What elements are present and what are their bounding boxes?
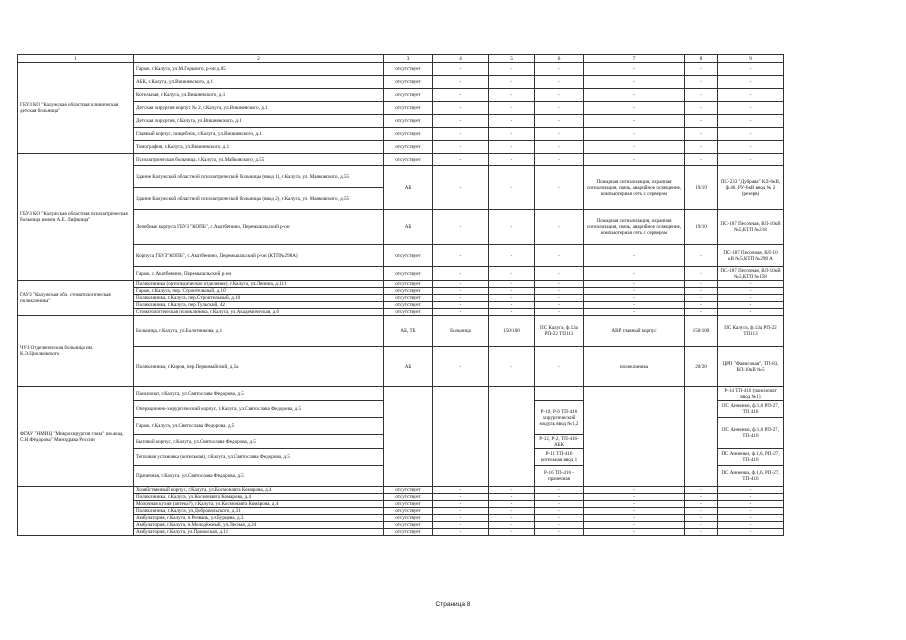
data-cell-col6: - (535, 102, 584, 115)
data-cell-col3: отсутствует (384, 154, 433, 166)
facility-cell: Молочная кухня (аптека?), г.Калуга, ул.Космонавта Комарова, д.4 (134, 501, 384, 508)
table-body (18, 55, 784, 536)
data-cell-col5: - (489, 302, 535, 309)
data-cell-col5: - (489, 115, 535, 128)
organization-cell: ФГАУ "НМИЦ "Микрохирургия глаза" им.акад. С.Н.Фёдорова" Минздрава России (18, 387, 134, 487)
data-cell-col5: - (489, 128, 535, 141)
data-cell-col3: отсутствует (384, 128, 433, 141)
data-cell-col9: - (718, 281, 784, 288)
data-cell-col9: ПС-187 Песочная, ВЛ-10кВ №5,КТП №218 (718, 210, 784, 245)
data-cell-col7: - (584, 63, 685, 76)
data-cell-col9: ПС Анненки, ф.1,6 РП-27, ТП-416 (718, 418, 784, 449)
data-cell-col7: - (584, 102, 685, 115)
data-cell-col6: - (535, 166, 584, 210)
data-cell-col5: - (489, 89, 535, 102)
data-cell-col7: - (584, 295, 685, 302)
organization-cell: ГБУЗ КО "Калужская областная психиатрическая больница имени А.Е. Лифшица" (18, 154, 134, 281)
document-table-wrapper (17, 54, 784, 536)
data-cell-col8: - (685, 115, 718, 128)
data-cell-col7: - (584, 501, 685, 508)
facility-cell: Корпуса ГБУЗ"КОПБ", с.Акатбенино, Перемышльский р-он (КТП№298А) (134, 245, 384, 267)
col-header-5: 5 (489, 55, 535, 63)
data-cell-col9: - (718, 508, 784, 515)
data-cell-col3: отсутствует (384, 522, 433, 529)
data-cell-col5: - (489, 154, 535, 166)
facility-cell: Операционно-хирургический корпус, г.Калуга, ул.Святослава Федорова, д.5 (134, 401, 384, 418)
organization-cell (18, 487, 134, 536)
data-cell-col6: - (535, 529, 584, 536)
data-cell-col9: Р-14 ТП-416 (пансионат ввод №1) (718, 387, 784, 401)
data-cell-col5: - (489, 102, 535, 115)
data-cell-col8: - (685, 501, 718, 508)
data-cell-col7: Пожарная сигнализация, охранная сигнализация, связь, аварийное освещение, компьютерная сеть с сервером (584, 166, 685, 210)
data-cell-col5: - (489, 347, 535, 387)
data-cell-col7: поликлиника (584, 347, 685, 387)
data-cell-col4: - (433, 347, 489, 387)
data-cell-col8: - (685, 508, 718, 515)
data-cell-col3: отсутствует (384, 515, 433, 522)
data-cell-col6: - (535, 115, 584, 128)
data-cell-col7: - (584, 89, 685, 102)
data-cell-col9: - (718, 309, 784, 316)
data-cell-col6: - (535, 63, 584, 76)
data-cell-col6: - (535, 128, 584, 141)
data-cell-col4: - (433, 76, 489, 89)
data-cell-col3: отсутствует (384, 494, 433, 501)
data-cell-col8: - (685, 281, 718, 288)
data-cell-col6: - (535, 494, 584, 501)
data-cell-col9: ПС Анненки, ф.1,6 РП-27, ТП 416 (718, 401, 784, 418)
facility-cell: Поликлиника (ортопедическое отделение), г.Калуга, ул.Ленина, д.111 (134, 281, 384, 288)
table-row (18, 154, 784, 166)
data-cell-col5: - (489, 309, 535, 316)
col-header-2: 2 (134, 55, 384, 63)
data-cell-col4: - (433, 141, 489, 154)
data-cell-col5: - (489, 494, 535, 501)
data-cell-col4: - (433, 245, 489, 267)
facility-cell: Поликлиника, г.Калуга, ул.Космонавта Комарова, д.4 (134, 494, 384, 501)
data-cell-col9: - (718, 295, 784, 302)
data-cell-col6 (535, 387, 584, 401)
data-cell-col9: - (718, 288, 784, 295)
data-cell-col4: - (433, 522, 489, 529)
data-cell-col4: - (433, 288, 489, 295)
data-cell-col4 (433, 387, 489, 487)
data-cell-col8: 19/10 (685, 210, 718, 245)
data-cell-col7: - (584, 281, 685, 288)
data-cell-col3: отсутствует (384, 508, 433, 515)
facility-cell: Амбулатория, г.Калуга, п.Резвань, ул.Бурцева, д.3 (134, 515, 384, 522)
data-cell-col6: - (535, 522, 584, 529)
data-cell-col9: - (718, 529, 784, 536)
data-cell-col5: - (489, 487, 535, 494)
col-header-7: 7 (584, 55, 685, 63)
table-row (18, 63, 784, 76)
column-number-row (18, 55, 784, 63)
data-cell-col4: - (433, 494, 489, 501)
col-header-9: 9 (718, 55, 784, 63)
table-row (18, 316, 784, 347)
data-cell-col7: - (584, 115, 685, 128)
data-cell-col8: - (685, 295, 718, 302)
data-cell-col6: Р-12, Р-2, ТП-416-АБК (535, 435, 584, 449)
data-cell-col6: - (535, 309, 584, 316)
data-cell-col9: ЦРП "Фаянсовая", ТП-83, ВЛ-10кВ №5 (718, 347, 784, 387)
data-cell-col8: - (685, 102, 718, 115)
data-cell-col8: - (685, 63, 718, 76)
data-cell-col4: - (433, 102, 489, 115)
data-cell-col3: отсутствует (384, 281, 433, 288)
data-cell-col3 (384, 387, 433, 487)
data-cell-col8: 20/20 (685, 347, 718, 387)
data-cell-col5: - (489, 245, 535, 267)
data-cell-col9: ПС Анненки, ф.1,6, РП-27, ТП-416 (718, 449, 784, 466)
facility-cell: Здание Калужской областной психиатрической больницы (ввод 2), г.Калуга, ул. Маяковского, д.55 (134, 188, 384, 210)
data-cell-col3: отсутствует (384, 76, 433, 89)
facility-cell: Бытовой корпус, г.Калуга, ул.Святослава Федорова, д.5 (134, 435, 384, 449)
data-cell-col8: 150/100 (685, 316, 718, 347)
data-cell-col8: - (685, 89, 718, 102)
data-cell-col9: ПС-187 Песочная, ВЛ-10 кВ №5,КТП №298 А (718, 245, 784, 267)
data-cell-col4: - (433, 487, 489, 494)
data-cell-col7: - (584, 154, 685, 166)
data-cell-col3: АБ (384, 166, 433, 210)
data-cell-col4: - (433, 309, 489, 316)
data-cell-col9: - (718, 501, 784, 508)
data-cell-col7: Пожарная сигнализация, охранная сигнализация, связь, аварийное освещение, компьютерная сеть с сервером (584, 210, 685, 245)
data-cell-col7: - (584, 529, 685, 536)
data-cell-col6: Р-10, Р-6 ТП-416 хирургический модуль ввод №1,2 (535, 401, 584, 435)
data-cell-col7: - (584, 267, 685, 281)
data-cell-col6: - (535, 288, 584, 295)
data-cell-col4: - (433, 115, 489, 128)
data-cell-col4: - (433, 508, 489, 515)
data-cell-col5: - (489, 501, 535, 508)
data-cell-col8: - (685, 487, 718, 494)
data-cell-col3: отсутствует (384, 102, 433, 115)
col-header-3: 3 (384, 55, 433, 63)
data-cell-col7: - (584, 508, 685, 515)
facility-cell: АБК, г.Калуга, ул.Вишневского, д.1 (134, 76, 384, 89)
facility-cell: Поликлиника, г.Калуга, пер.Тульский, 42 (134, 302, 384, 309)
data-cell-col7 (584, 387, 685, 487)
data-cell-col9: ПС Калуга, ф.13а РП-22 ТП113 (718, 316, 784, 347)
facility-cell: Прачечная, г.Калуга, ул.Святослава Федорова, д.5 (134, 466, 384, 487)
facility-cell: Амбулатория, г.Калуга, ул.Приокская, д.11 (134, 529, 384, 536)
data-cell-col6: - (535, 487, 584, 494)
facility-cell: Психиатрическая больница, г.Калуга, ул.Майковского, д.55 (134, 154, 384, 166)
data-cell-col4: - (433, 154, 489, 166)
col-header-8: 8 (685, 55, 718, 63)
data-cell-col6: - (535, 508, 584, 515)
data-cell-col8: - (685, 154, 718, 166)
data-cell-col7: - (584, 245, 685, 267)
facility-cell: Томографня, г.Калуга, ул.Вишневского, д.1 (134, 141, 384, 154)
data-cell-col7: - (584, 494, 685, 501)
data-cell-col9: - (718, 63, 784, 76)
data-cell-col8: 19/19 (685, 166, 718, 210)
data-cell-col4: - (433, 267, 489, 281)
data-cell-col8: - (685, 515, 718, 522)
data-cell-col3: АБ, ТБ (384, 316, 433, 347)
data-cell-col8: - (685, 76, 718, 89)
col-header-4: 4 (433, 55, 489, 63)
data-cell-col9: - (718, 115, 784, 128)
data-cell-col3: отсутствует (384, 267, 433, 281)
data-cell-col3: АБ (384, 347, 433, 387)
data-cell-col9: ПС-187 Песочная, ВЛ-10кВ №5,КТП №158 (718, 267, 784, 281)
facility-cell: Гараж, г.Калуга, пер. Строительный, д.10 (134, 288, 384, 295)
data-cell-col5: - (489, 141, 535, 154)
data-cell-col4: - (433, 295, 489, 302)
data-cell-col9: - (718, 302, 784, 309)
table-row (18, 387, 784, 401)
facility-cell: Поликлиника, г.Калуга, пер.Строительный, д.10 (134, 295, 384, 302)
data-cell-col8: - (685, 245, 718, 267)
data-cell-col4: - (433, 281, 489, 288)
data-cell-col4: - (433, 210, 489, 245)
data-cell-col6: - (535, 245, 584, 267)
facility-cell: Стоматологическая поликлиника, г.Калуга, ул.Академическая, д.6 (134, 309, 384, 316)
data-cell-col6: - (535, 141, 584, 154)
col-header-1: 1 (18, 55, 134, 63)
data-cell-col6: - (535, 281, 584, 288)
data-cell-col8: - (685, 141, 718, 154)
data-cell-col3: отсутствует (384, 302, 433, 309)
data-cell-col7: - (584, 288, 685, 295)
data-cell-col4: - (433, 166, 489, 210)
facility-cell: Тепловая установка (котельная), г.Калуга, ул.Святослава Федорова, д.5 (134, 449, 384, 466)
data-cell-col3: отсутствует (384, 141, 433, 154)
data-cell-col3: отсутствует (384, 529, 433, 536)
facility-cell: Больница, г.Калуга, ул.Болотникова, д.1 (134, 316, 384, 347)
organization-cell: ЧУЗ Отделенческая больница им. К.Э.Циолковского (18, 316, 134, 387)
data-cell-col9: - (718, 89, 784, 102)
facility-cell: Котельная, г.Калуга, ул.Вишневского, д.1 (134, 89, 384, 102)
data-cell-col5: - (489, 76, 535, 89)
data-cell-col5: - (489, 281, 535, 288)
data-cell-col5: - (489, 166, 535, 210)
data-cell-col3: отсутствует (384, 501, 433, 508)
data-cell-col9: - (718, 522, 784, 529)
data-cell-col5 (489, 387, 535, 487)
data-cell-col6: - (535, 302, 584, 309)
facility-cell: Главный корпус, пищеблок, г.Калуга, ул.Вишневского, д.1 (134, 128, 384, 141)
data-cell-col3: отсутствует (384, 288, 433, 295)
facility-cell: Детская хирургия корпус № 2, г.Калуга, ул.Вишневского, д.1 (134, 102, 384, 115)
facility-cell: Хозяйственный корпус, г.Калуга, ул.Космонавта Комарова, д.4 (134, 487, 384, 494)
data-cell-col8: - (685, 267, 718, 281)
data-cell-col5: - (489, 210, 535, 245)
data-cell-col8 (685, 387, 718, 487)
facility-cell: Поликлиника, г.Киров, пер.Первомайский, д.5а (134, 347, 384, 387)
data-cell-col9: - (718, 487, 784, 494)
data-cell-col6: - (535, 347, 584, 387)
data-cell-col9: - (718, 141, 784, 154)
data-cell-col3: отсутствует (384, 487, 433, 494)
data-cell-col9: - (718, 128, 784, 141)
facility-cell: Гараж, с.Акатбенино, Перемышльский р-он (134, 267, 384, 281)
data-cell-col3: отсутствует (384, 63, 433, 76)
data-cell-col6: - (535, 295, 584, 302)
data-cell-col4: - (433, 128, 489, 141)
data-cell-col5: - (489, 267, 535, 281)
data-cell-col8: - (685, 288, 718, 295)
data-cell-col7: - (584, 522, 685, 529)
data-cell-col9: ПС Анненки, ф.1,6, РП-27, ТП-416 (718, 466, 784, 487)
facility-cell: Лечебные корпуса ГБУЗ "КОПБ", с.Акатбенино, Перемышльский р-он (134, 210, 384, 245)
data-cell-col9: - (718, 494, 784, 501)
data-cell-col3: отсутствует (384, 309, 433, 316)
data-cell-col6: - (535, 89, 584, 102)
data-cell-col8: - (685, 309, 718, 316)
data-cell-col5: - (489, 529, 535, 536)
data-cell-col4: Больница (433, 316, 489, 347)
data-cell-col3: отсутствует (384, 295, 433, 302)
data-cell-col5: - (489, 515, 535, 522)
data-cell-col6: Р-16 ТП-416 - прачечная (535, 466, 584, 487)
data-cell-col6: - (535, 210, 584, 245)
facility-cell: Пансионат, г.Калуга, ул.Святослава Федорова, д.5 (134, 387, 384, 401)
data-cell-col9: - (718, 154, 784, 166)
facility-cell: Детская хирургия, г.Калуга, ул.Вишневского, д.1 (134, 115, 384, 128)
data-cell-col7: - (584, 487, 685, 494)
facility-cell: Амбулатория, г.Калуга, п.Молодёжный, ул.Лесная, д.24 (134, 522, 384, 529)
data-cell-col7: - (584, 76, 685, 89)
data-cell-col6: - (535, 76, 584, 89)
data-cell-col4: - (433, 89, 489, 102)
data-cell-col5: - (489, 295, 535, 302)
data-cell-col4: - (433, 63, 489, 76)
organization-cell: ГБУЗ КО "Калужская областная клиническая детская больница" (18, 63, 134, 154)
facility-cell: Гараж, г.Калуга, ул.М.Горького, р-он д.85 (134, 63, 384, 76)
data-cell-col8: - (685, 529, 718, 536)
data-cell-col6: Р-11 ТП-416 котельная ввод 1 (535, 449, 584, 466)
data-cell-col9: - (718, 515, 784, 522)
data-cell-col7: - (584, 302, 685, 309)
data-cell-col6: - (535, 154, 584, 166)
data-cell-col6: - (535, 501, 584, 508)
data-cell-col3: отсутствует (384, 245, 433, 267)
data-cell-col5: 150/100 (489, 316, 535, 347)
facilities-table (17, 54, 784, 536)
data-cell-col5: - (489, 288, 535, 295)
data-cell-col3: АБ (384, 210, 433, 245)
facility-cell: Здание Калужской областной психиатрической больницы (ввод 1), г.Калуга, ул. Маяковского, д.55 (134, 166, 384, 188)
facility-cell: Поликлиника, г.Калуга, ул.Добровольского, д.31 (134, 508, 384, 515)
data-cell-col7: - (584, 515, 685, 522)
data-cell-col7: - (584, 141, 685, 154)
data-cell-col8: - (685, 494, 718, 501)
data-cell-col8: - (685, 128, 718, 141)
table-row (18, 281, 784, 288)
data-cell-col4: - (433, 515, 489, 522)
table-row (18, 487, 784, 494)
data-cell-col6: ПС Калуга, ф.13а РП-22 ТП113 (535, 316, 584, 347)
data-cell-col3: отсутствует (384, 115, 433, 128)
data-cell-col8: - (685, 302, 718, 309)
data-cell-col6: - (535, 267, 584, 281)
data-cell-col9: - (718, 102, 784, 115)
data-cell-col5: - (489, 63, 535, 76)
facility-cell: Гараж, г.Калуга, ул.Святослава Федорова, д.5 (134, 418, 384, 435)
data-cell-col5: - (489, 508, 535, 515)
data-cell-col4: - (433, 501, 489, 508)
data-cell-col6: - (535, 515, 584, 522)
data-cell-col7: - (584, 128, 685, 141)
organization-cell: ГАУЗ "Калужская обл. стоматологическая поликлиника" (18, 281, 134, 316)
page-number: Страница 8 (435, 601, 471, 608)
data-cell-col4: - (433, 529, 489, 536)
col-header-6: 6 (535, 55, 584, 63)
data-cell-col3: отсутствует (384, 89, 433, 102)
data-cell-col9: ПС-233 "Дубрава" КЛ-6кВ, ф.46, РУ-6кВ ввод № 2 (резерв) (718, 166, 784, 210)
data-cell-col9: - (718, 76, 784, 89)
data-cell-col7: - (584, 309, 685, 316)
data-cell-col7: АВР главный корпус (584, 316, 685, 347)
data-cell-col8: - (685, 522, 718, 529)
data-cell-col4: - (433, 302, 489, 309)
data-cell-col5: - (489, 522, 535, 529)
